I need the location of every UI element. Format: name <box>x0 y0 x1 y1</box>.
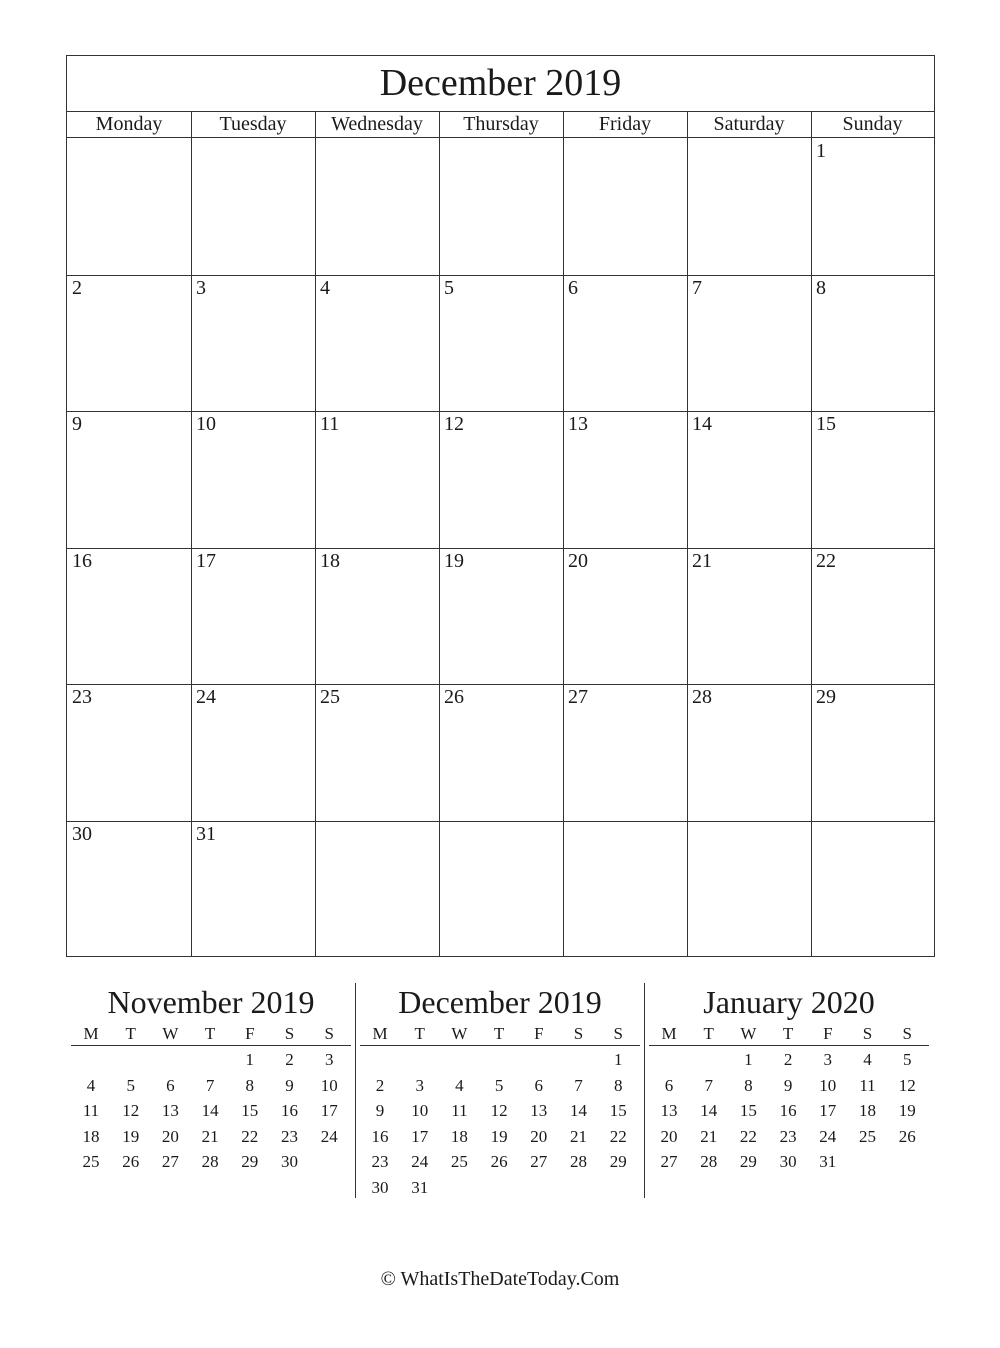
copyright-footer: © WhatIsTheDateToday.Com <box>380 1268 620 1290</box>
mini-week-row <box>71 1047 351 1073</box>
mini-day: 21 <box>570 1126 587 1146</box>
day-cell[interactable] <box>687 548 811 685</box>
mini-day: 24 <box>819 1126 837 1146</box>
mini-day: 15 <box>609 1101 627 1120</box>
mini-day: 7 <box>205 1075 215 1095</box>
grid-line <box>315 111 316 137</box>
day-number: 11 <box>320 413 340 436</box>
day-number: 19 <box>444 549 464 572</box>
mini-weekday: S <box>902 1024 912 1043</box>
day-cell[interactable] <box>315 548 439 685</box>
mini-day: 11 <box>451 1101 468 1120</box>
mini-day: 4 <box>863 1050 872 1069</box>
mini-day: 29 <box>241 1152 259 1171</box>
day-cell[interactable] <box>563 548 687 685</box>
day-number: 26 <box>444 686 464 709</box>
day-number: 14 <box>692 413 712 436</box>
day-number: 18 <box>320 549 340 572</box>
day-number: 16 <box>72 549 92 572</box>
weekday-header: Monday <box>95 113 163 135</box>
mini-day: 30 <box>779 1152 797 1171</box>
mini-weekday: S <box>862 1024 873 1043</box>
mini-day: 29 <box>739 1152 757 1171</box>
mini-day: 13 <box>161 1101 179 1120</box>
mini-week-row <box>71 1149 351 1175</box>
mini-day: 27 <box>530 1152 548 1171</box>
day-number: 13 <box>568 413 588 436</box>
mini-day: 24 <box>411 1152 429 1171</box>
mini-day: 6 <box>664 1075 674 1095</box>
day-cell[interactable] <box>563 684 687 821</box>
day-cell[interactable] <box>67 821 191 958</box>
mini-weekday: W <box>451 1024 468 1043</box>
mini-day: 8 <box>245 1075 255 1095</box>
day-cell[interactable] <box>439 548 563 685</box>
day-cell[interactable] <box>67 138 191 275</box>
day-number: 25 <box>320 686 340 709</box>
day-cell[interactable] <box>687 138 811 275</box>
day-cell[interactable] <box>563 275 687 412</box>
day-number: 1 <box>816 140 826 162</box>
calendar-grid <box>67 138 934 956</box>
day-number: 7 <box>692 276 702 299</box>
mini-weekday: M <box>372 1024 388 1043</box>
mini-day: 6 <box>166 1075 175 1095</box>
mini-day: 11 <box>859 1075 876 1095</box>
day-number: 3 <box>196 276 206 299</box>
mini-day: 9 <box>783 1075 793 1095</box>
mini-weekday-row <box>649 1021 929 1046</box>
mini-day: 18 <box>82 1126 100 1146</box>
mini-day: 1 <box>245 1050 255 1069</box>
grid-line <box>563 138 564 956</box>
mini-day: 14 <box>700 1101 718 1120</box>
mini-day: 9 <box>375 1101 385 1120</box>
mini-day: 7 <box>704 1075 713 1095</box>
divider <box>644 983 645 1198</box>
mini-day: 20 <box>660 1126 678 1146</box>
mini-day: 28 <box>201 1152 219 1171</box>
day-cell[interactable] <box>563 138 687 275</box>
mini-calendar-title: December 2019 <box>398 984 602 1020</box>
weekday-header: Thursday <box>463 113 539 135</box>
mini-day: 16 <box>779 1101 797 1120</box>
mini-day: 10 <box>320 1075 338 1095</box>
mini-week-row <box>649 1098 929 1124</box>
mini-day: 25 <box>82 1152 100 1171</box>
mini-weekday: T <box>204 1024 216 1043</box>
day-cell[interactable] <box>439 821 563 958</box>
mini-day: 18 <box>450 1126 468 1146</box>
mini-day: 2 <box>783 1050 793 1069</box>
mini-calendar-next-month <box>649 985 929 1175</box>
mini-day: 23 <box>281 1126 298 1146</box>
mini-weekday: T <box>493 1024 505 1043</box>
day-cell[interactable] <box>191 821 315 958</box>
mini-day: 20 <box>161 1126 179 1146</box>
mini-day: 11 <box>82 1101 100 1120</box>
mini-day: 17 <box>411 1126 429 1146</box>
mini-day: 25 <box>450 1152 468 1171</box>
mini-day: 7 <box>574 1075 583 1095</box>
mini-day: 9 <box>285 1075 294 1095</box>
day-number: 4 <box>320 276 330 299</box>
mini-day: 16 <box>371 1126 389 1146</box>
day-number: 6 <box>568 276 578 299</box>
mini-weekday: M <box>83 1024 99 1043</box>
day-number: 27 <box>568 686 588 709</box>
mini-day: 22 <box>739 1126 757 1146</box>
weekday-header: Friday <box>598 113 652 135</box>
mini-week-row <box>71 1124 351 1150</box>
day-cell[interactable] <box>439 684 563 821</box>
mini-day: 26 <box>490 1152 508 1171</box>
mini-calendar-previous-month <box>71 985 351 1175</box>
day-cell[interactable] <box>67 684 191 821</box>
mini-day: 2 <box>375 1075 385 1095</box>
day-cell[interactable] <box>439 411 563 548</box>
mini-day: 10 <box>411 1101 429 1120</box>
day-cell[interactable] <box>811 821 934 958</box>
mini-day: 12 <box>898 1075 916 1095</box>
mini-day: 10 <box>819 1075 837 1095</box>
grid-line <box>67 821 934 822</box>
mini-day: 4 <box>86 1075 96 1095</box>
grid-line <box>687 111 688 137</box>
grid-line <box>439 111 440 137</box>
mini-day: 4 <box>455 1075 464 1095</box>
mini-day: 15 <box>241 1101 259 1120</box>
day-cell[interactable] <box>811 138 934 275</box>
day-cell[interactable] <box>191 275 315 412</box>
mini-day: 19 <box>490 1126 508 1146</box>
mini-day: 28 <box>700 1152 718 1171</box>
mini-weekday: T <box>125 1024 136 1043</box>
mini-week-row <box>360 1047 640 1073</box>
grid-line <box>67 275 934 276</box>
calendar-title: December 2019 <box>67 56 934 112</box>
grid-line <box>563 111 564 137</box>
grid-line <box>191 111 192 137</box>
mini-weekday: S <box>573 1024 584 1043</box>
day-cell[interactable] <box>67 275 191 412</box>
mini-week-row <box>71 1073 351 1099</box>
day-cell[interactable] <box>811 548 934 685</box>
day-cell[interactable] <box>191 548 315 685</box>
weekday-header-row <box>67 111 934 138</box>
mini-week-row <box>360 1149 640 1175</box>
day-cell[interactable] <box>563 411 687 548</box>
day-cell[interactable] <box>687 275 811 412</box>
mini-day: 19 <box>898 1101 916 1120</box>
day-number: 24 <box>196 686 216 709</box>
day-number: 29 <box>816 686 836 709</box>
day-cell[interactable] <box>439 138 563 275</box>
mini-day: 2 <box>285 1050 294 1069</box>
mini-day: 21 <box>700 1126 718 1146</box>
day-number: 17 <box>196 549 216 572</box>
mini-weekday: S <box>613 1024 623 1043</box>
mini-weekday: S <box>324 1024 334 1043</box>
day-number: 30 <box>72 823 92 845</box>
grid-line <box>67 411 934 412</box>
mini-day: 6 <box>534 1075 544 1095</box>
mini-weekday: F <box>534 1024 544 1043</box>
mini-day: 3 <box>823 1050 833 1069</box>
mini-day: 28 <box>570 1152 587 1171</box>
day-number: 5 <box>444 276 454 299</box>
mini-day: 25 <box>859 1126 876 1146</box>
mini-weekday: M <box>661 1024 677 1043</box>
mini-weekday: S <box>284 1024 295 1043</box>
day-cell[interactable] <box>687 684 811 821</box>
day-number: 10 <box>196 413 216 436</box>
mini-day: 15 <box>739 1101 757 1120</box>
mini-day: 29 <box>609 1152 627 1171</box>
weekday-header: Tuesday <box>219 113 287 135</box>
mini-day: 18 <box>859 1101 876 1120</box>
day-cell[interactable] <box>315 138 439 275</box>
mini-day: 23 <box>371 1152 389 1171</box>
mini-weekday: F <box>823 1024 833 1043</box>
grid-line <box>315 138 316 956</box>
day-cell[interactable] <box>811 684 934 821</box>
day-number: 2 <box>72 276 82 299</box>
mini-week-row <box>649 1149 929 1175</box>
mini-week-row <box>649 1047 929 1073</box>
day-cell[interactable] <box>191 411 315 548</box>
mini-day: 8 <box>613 1075 623 1095</box>
mini-weekday: W <box>162 1024 179 1043</box>
mini-weekday: F <box>245 1024 255 1043</box>
mini-day: 23 <box>779 1126 797 1146</box>
day-number: 15 <box>816 413 836 436</box>
grid-line <box>811 138 812 956</box>
mini-day: 3 <box>324 1050 334 1069</box>
mini-day: 1 <box>613 1050 623 1069</box>
mini-day: 19 <box>122 1126 140 1146</box>
mini-day: 3 <box>415 1075 424 1095</box>
mini-day: 30 <box>371 1177 389 1197</box>
mini-weekday: W <box>740 1024 757 1043</box>
day-number: 20 <box>568 549 588 572</box>
day-number: 31 <box>196 823 216 845</box>
grid-line <box>439 138 440 956</box>
divider <box>355 983 356 1198</box>
mini-day: 17 <box>819 1101 837 1120</box>
mini-week-row <box>360 1098 640 1124</box>
mini-day: 12 <box>122 1101 140 1120</box>
day-cell[interactable] <box>315 411 439 548</box>
mini-weekday-row <box>360 1021 640 1046</box>
mini-week-row <box>649 1073 929 1099</box>
day-cell[interactable] <box>67 411 191 548</box>
mini-day: 8 <box>744 1075 753 1095</box>
day-cell[interactable] <box>315 275 439 412</box>
day-number: 8 <box>816 276 826 299</box>
mini-week-row <box>71 1098 351 1124</box>
day-cell[interactable] <box>811 275 934 412</box>
mini-day: 14 <box>570 1101 587 1120</box>
day-cell[interactable] <box>563 821 687 958</box>
mini-calendar-title: January 2020 <box>703 984 875 1020</box>
grid-line <box>811 111 812 137</box>
mini-day: 5 <box>494 1075 504 1095</box>
day-cell[interactable] <box>439 275 563 412</box>
day-cell[interactable] <box>315 684 439 821</box>
day-number: 28 <box>692 686 712 709</box>
mini-day: 20 <box>530 1126 548 1146</box>
mini-day: 31 <box>411 1177 429 1197</box>
mini-day: 13 <box>660 1101 678 1120</box>
mini-week-row <box>360 1073 640 1099</box>
mini-day: 26 <box>122 1152 140 1171</box>
mini-weekday: T <box>414 1024 425 1043</box>
mini-day: 16 <box>281 1101 298 1120</box>
day-number: 23 <box>72 686 92 709</box>
grid-line <box>67 548 934 549</box>
mini-weekday: T <box>782 1024 794 1043</box>
mini-day: 27 <box>660 1152 678 1171</box>
day-number: 12 <box>444 413 464 436</box>
mini-day: 27 <box>161 1152 179 1171</box>
mini-day: 22 <box>609 1126 627 1146</box>
mini-day: 5 <box>902 1050 912 1069</box>
grid-line <box>687 138 688 956</box>
mini-day: 13 <box>530 1101 548 1120</box>
mini-day: 1 <box>744 1050 753 1069</box>
mini-weekday: T <box>703 1024 714 1043</box>
mini-calendar-title: November 2019 <box>107 984 315 1020</box>
mini-calendar-current-month <box>360 985 640 1200</box>
day-cell[interactable] <box>315 821 439 958</box>
day-number: 9 <box>72 413 82 436</box>
weekday-header: Wednesday <box>331 113 423 135</box>
day-cell[interactable] <box>811 411 934 548</box>
day-cell[interactable] <box>687 411 811 548</box>
day-cell[interactable] <box>687 821 811 958</box>
mini-day: 5 <box>126 1075 135 1095</box>
mini-day: 31 <box>819 1152 837 1171</box>
weekday-header: Saturday <box>713 113 785 135</box>
weekday-header: Sunday <box>842 113 903 135</box>
mini-day: 22 <box>241 1126 259 1146</box>
mini-week-row <box>360 1124 640 1150</box>
day-cell[interactable] <box>191 138 315 275</box>
grid-line <box>191 138 192 956</box>
mini-day: 21 <box>201 1126 219 1146</box>
grid-line <box>67 684 934 685</box>
mini-day: 30 <box>281 1152 298 1171</box>
mini-day: 12 <box>490 1101 508 1120</box>
day-cell[interactable] <box>67 548 191 685</box>
day-cell[interactable] <box>191 684 315 821</box>
mini-week-row <box>360 1175 640 1201</box>
month-calendar <box>66 55 935 957</box>
mini-day: 24 <box>320 1126 338 1146</box>
mini-day: 14 <box>201 1101 219 1120</box>
mini-week-row <box>649 1124 929 1150</box>
day-number: 22 <box>816 549 836 572</box>
mini-day: 26 <box>898 1126 916 1146</box>
mini-weekday-row <box>71 1021 351 1046</box>
mini-day: 17 <box>320 1101 338 1120</box>
day-number: 21 <box>692 549 712 572</box>
